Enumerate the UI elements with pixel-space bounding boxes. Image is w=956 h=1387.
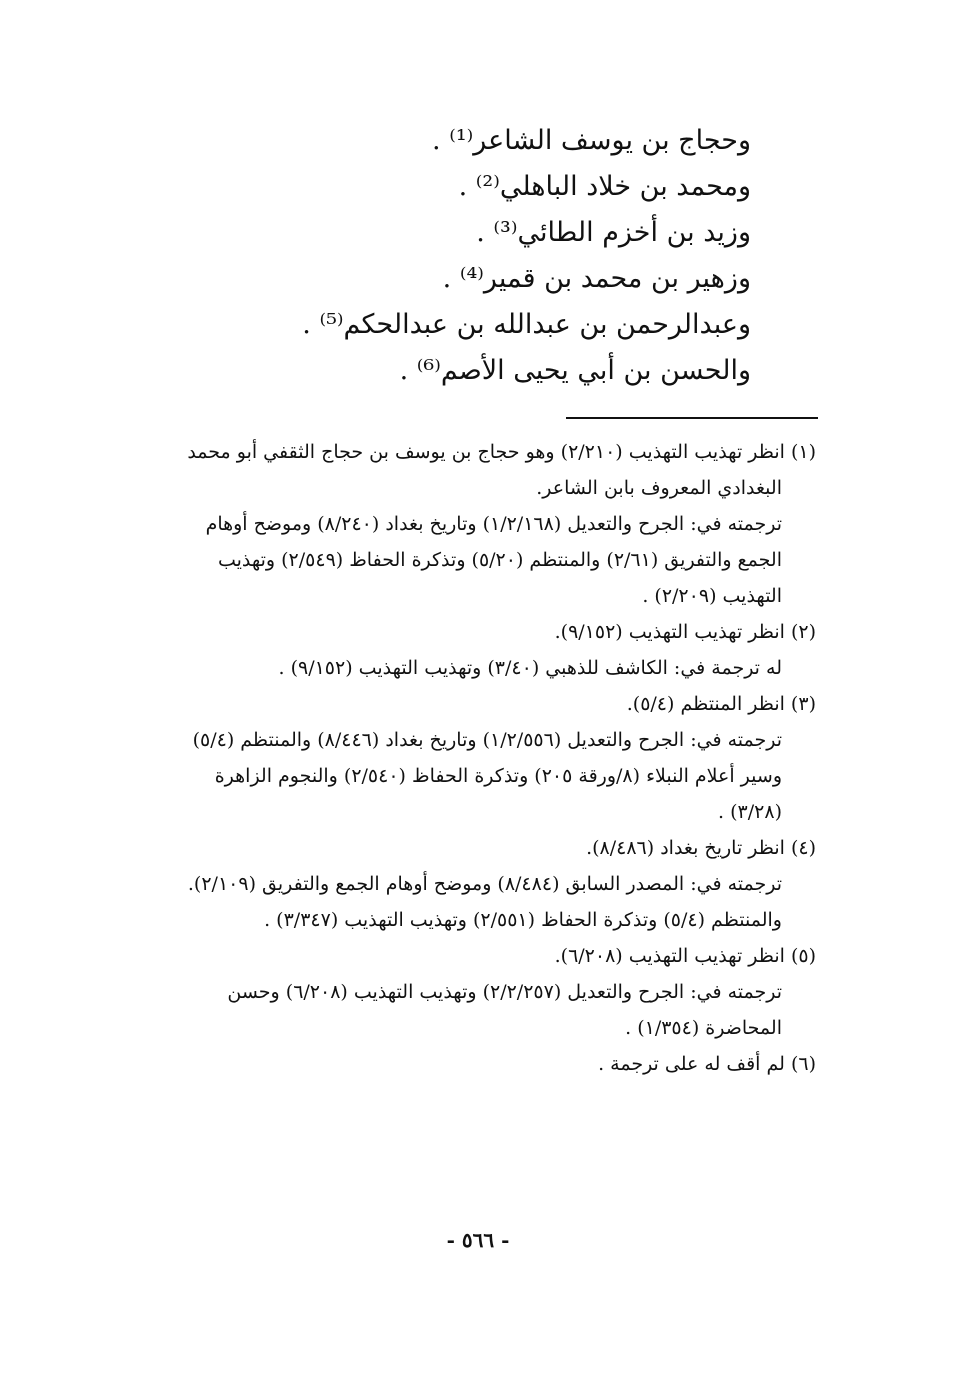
footnote-line: له ترجمة في: الكاشف للذهبي (٣/٤٠) وتهذيب التهذيب (٩/١٥٢) . [278,657,782,679]
footnote-line: (٢) انظر تهذيب التهذيب (٩/١٥٢). [554,621,816,643]
footnote-line: ترجمته في: المصدر السابق (٨/٤٨٤) وموضح أوهام الجمع والتفريق (٢/١٠٩). [187,873,782,895]
footnote-line: ترجمته في: الجرح والتعديل (٢/٢/٢٥٧) وتهذيب التهذيب (٦/٢٠٨) وحسن [227,981,782,1003]
footnotes [116,434,816,1082]
main-line: وحجاج بن يوسف الشاعر⁽¹⁾ . [432,125,751,156]
footnote-line: المحاضرة (١/٣٥٤) . [625,1017,782,1039]
main-text [191,118,751,394]
main-line: ومحمد بن خلاد الباهلي⁽²⁾ . [458,171,751,202]
footnote-line: (٦) لم أقف له على ترجمة . [598,1053,816,1075]
footnote-line: ترجمته في: الجرح والتعديل (١/٢/١٦٨) وتاريخ بغداد (٨/٢٤٠) وموضح أوهام [205,513,782,535]
footnote-line: والمنتظم (٥/٤) وتذكرة الحفاظ (٢/٥٥١) وتهذيب التهذيب (٣/٣٤٧) . [264,909,782,931]
footnote-line: البغدادي المعروف بابن الشاعر. [536,477,782,499]
footnote-separator [566,417,818,419]
main-line: وزهير بن محمد بن قمير⁽⁴⁾ . [442,263,751,294]
footnote-line: ترجمته في: الجرح والتعديل (١/٢/٥٥٦) وتاريخ بغداد (٨/٤٤٦) والمنتظم (٥/٤) [192,729,782,751]
footnote-line: الجمع والتفريق (٢/٦١) والمنتظم (٥/٢٠) وتذكرة الحفاظ (٢/٥٤٩) وتهذيب [217,549,782,571]
main-line: وعبدالرحمن بن عبدالله بن عبدالحكم⁽⁵⁾ . [302,309,751,340]
footnote-line: (١) انظر تهذيب التهذيب (٢/٢١٠) وهو حجاج بن يوسف بن حجاج الثقفي أبو محمد [187,441,816,463]
page-number: - ٥٦٦ - [446,1228,510,1252]
footnote-line: (٣/٢٨) . [718,801,782,823]
footnote-line: وسير أعلام النبلاء (٨/ورقة ٢٠٥) وتذكرة الحفاظ (٢/٥٤٠) والنجوم الزاهرة [214,765,782,787]
footnote-line: (٤) انظر تاريخ بغداد (٨/٤٨٦). [586,837,816,859]
footnote-line: (٥) انظر تهذيب التهذيب (٦/٢٠٨). [554,945,816,967]
footnote-line: التهذيب (٢/٢٠٩) . [642,585,782,607]
main-line: وزيد بن أخزم الطائي⁽³⁾ . [476,217,751,248]
main-line: والحسن بن أبي يحيى الأصم⁽⁶⁾ . [399,355,751,386]
footnote-line: (٣) انظر المنتظم (٥/٤). [626,693,816,715]
